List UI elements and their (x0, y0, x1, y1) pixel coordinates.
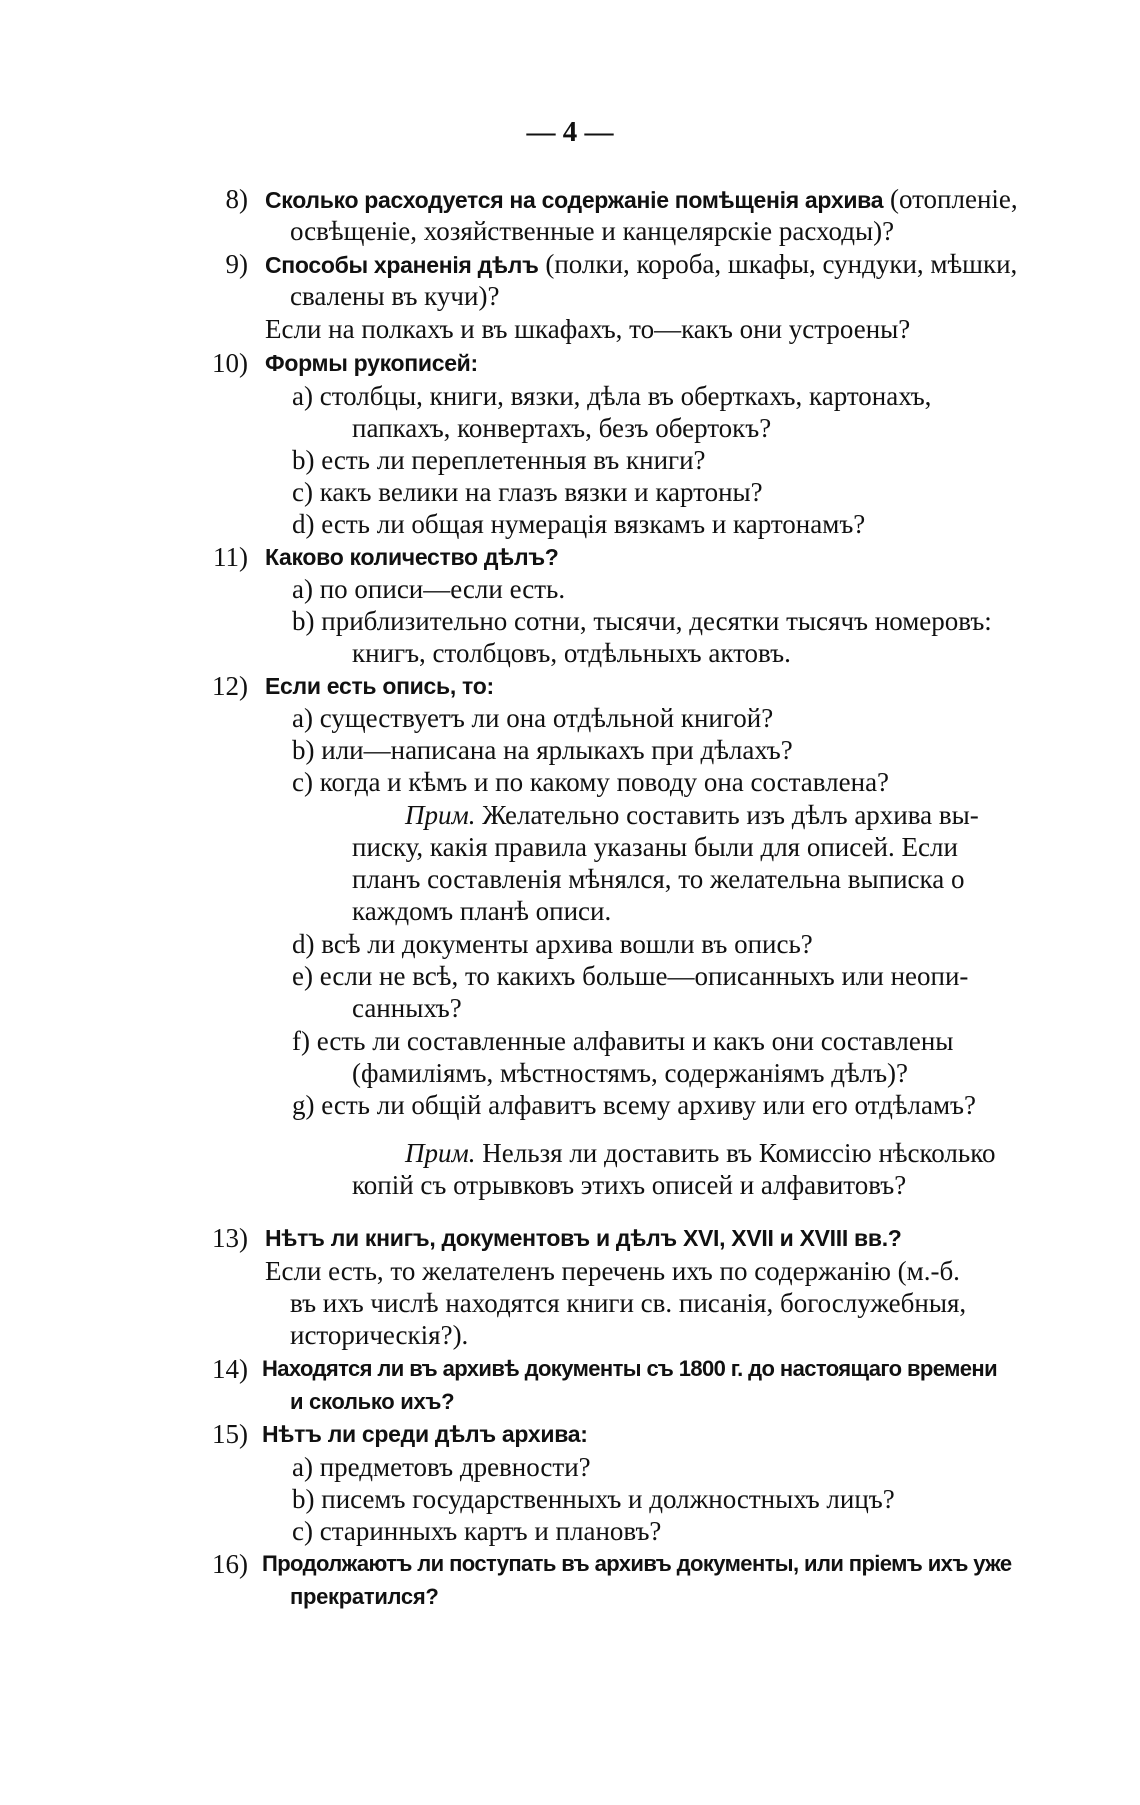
item-11-title: Каково количество дѣлъ? (265, 544, 559, 570)
item-13-line-2: въ ихъ числѣ находятся книги св. писанія, богослужебныя, (290, 1288, 967, 1318)
item-10-c: c) какъ велики на глазъ вязки и картоны? (292, 477, 763, 507)
item-15-a: a) предметовъ древности? (292, 1452, 591, 1482)
item-16-title: Продолжаютъ ли поступать въ архивъ документы, или пріемъ ихъ уже (262, 1551, 1012, 1576)
item-12-a: a) существуетъ ли она отдѣльной книгой? (292, 703, 774, 733)
note-text: Нельзя ли доставить въ Комиссію нѣсколько (475, 1138, 996, 1168)
item-8-continuation: освѣщеніе, хозяйственные и канцелярскіе расходы)? (290, 216, 895, 246)
item-15-title: Нѣтъ ли среди дѣлъ архива: (262, 1421, 588, 1447)
note-text: Желательно составить изъ дѣлъ архива вы- (475, 800, 979, 830)
item-8-question (265, 183, 1018, 216)
item-8-title: Сколько расходуется на содержаніе помѣщенія архива (265, 187, 884, 213)
item-9-question (265, 248, 1017, 281)
item-16-continuation: прекратился? (290, 1584, 439, 1609)
item-14-continuation: и сколько ихъ? (290, 1389, 455, 1414)
item-12-d: d) всѣ ли документы архива вошли въ опись? (292, 929, 813, 959)
item-9-number: 9) (225, 249, 248, 279)
item-12-number: 12) (212, 671, 248, 701)
note-label: Прим. (405, 800, 476, 830)
item-9-continuation: свалены въ кучи)? (290, 281, 500, 311)
item-10-a-continuation: папкахъ, конвертахъ, безъ обертокъ? (352, 413, 772, 443)
item-9-note: Если на полкахъ и въ шкафахъ, то—какъ они устроены? (265, 314, 911, 344)
item-12-e-continuation: санныхъ? (352, 993, 462, 1023)
item-12-note-2-line-1 (405, 1137, 995, 1169)
item-12-c: c) когда и кѣмъ и по какому поводу она составлена? (292, 767, 890, 797)
item-12-b: b) или—написана на ярлыкахъ при дѣлахъ? (292, 735, 793, 765)
item-10-title: Формы рукописей: (265, 350, 478, 376)
page-number: — 4 — (526, 116, 614, 148)
item-10-d: d) есть ли общая нумерація вязкамъ и картонамъ? (292, 509, 866, 539)
item-15-b: b) писемъ государственныхъ и должностныхъ лицъ? (292, 1484, 895, 1514)
item-12-f: f) есть ли составленные алфавиты и какъ они составлены (292, 1026, 954, 1056)
item-12-f-continuation: (фамиліямъ, мѣстностямъ, содержаніямъ дѣлъ)? (352, 1058, 909, 1088)
item-12-note-1-line-2: писку, какія правила указаны были для описей. Если (352, 832, 958, 862)
item-11-number: 11) (213, 542, 248, 572)
note-label: Прим. (405, 1138, 476, 1168)
item-11-b-continuation: книгъ, столбцовъ, отдѣльныхъ актовъ. (352, 638, 791, 668)
item-12-note-1-line-1 (405, 799, 979, 831)
item-15-number: 15) (212, 1419, 248, 1449)
item-11-b: b) приблизительно сотни, тысячи, десятки тысячъ номеровъ: (292, 606, 992, 636)
item-12-note-2-line-2: копій съ отрывковъ этихъ описей и алфавитовъ? (352, 1170, 907, 1200)
item-9-detail: (полки, короба, шкафы, сундуки, мѣшки, (538, 249, 1018, 279)
item-12-g: g) есть ли общій алфавитъ всему архиву или его отдѣламъ? (292, 1090, 976, 1120)
item-13-line-3: историческія?). (290, 1320, 469, 1350)
item-12-title: Если есть опись, то: (265, 673, 494, 699)
item-14-title: Находятся ли въ архивѣ документы съ 1800 г. до настоящаго времени (262, 1356, 998, 1381)
item-10-b: b) есть ли переплетенныя въ книги? (292, 445, 706, 475)
item-8-number: 8) (225, 184, 248, 214)
item-12-e: e) если не всѣ, то какихъ больше—описанныхъ или неопи- (292, 961, 969, 991)
item-11-a: a) по описи—если есть. (292, 574, 566, 604)
item-10-number: 10) (212, 348, 248, 378)
item-16-number: 16) (212, 1549, 248, 1579)
item-12-note-1-line-3: планъ составленія мѣнялся, то желательна выписка о (352, 864, 965, 894)
item-10-a: a) столбцы, книги, вязки, дѣла въ оберткахъ, картонахъ, (292, 381, 932, 411)
item-13-title: Нѣтъ ли книгъ, документовъ и дѣлъ XVI, XVII и XVIII вв.? (265, 1225, 902, 1251)
item-12-note-1-line-4: каждомъ планѣ описи. (352, 896, 612, 926)
item-14-number: 14) (212, 1354, 248, 1384)
item-9-title: Способы храненія дѣлъ (265, 252, 539, 278)
item-15-c: c) старинныхъ картъ и плановъ? (292, 1516, 662, 1546)
item-13-line-1: Если есть, то желателенъ перечень ихъ по содержанію (м.-б. (265, 1256, 960, 1286)
item-8-detail: (отопленіе, (883, 184, 1018, 214)
item-13-number: 13) (212, 1223, 248, 1253)
